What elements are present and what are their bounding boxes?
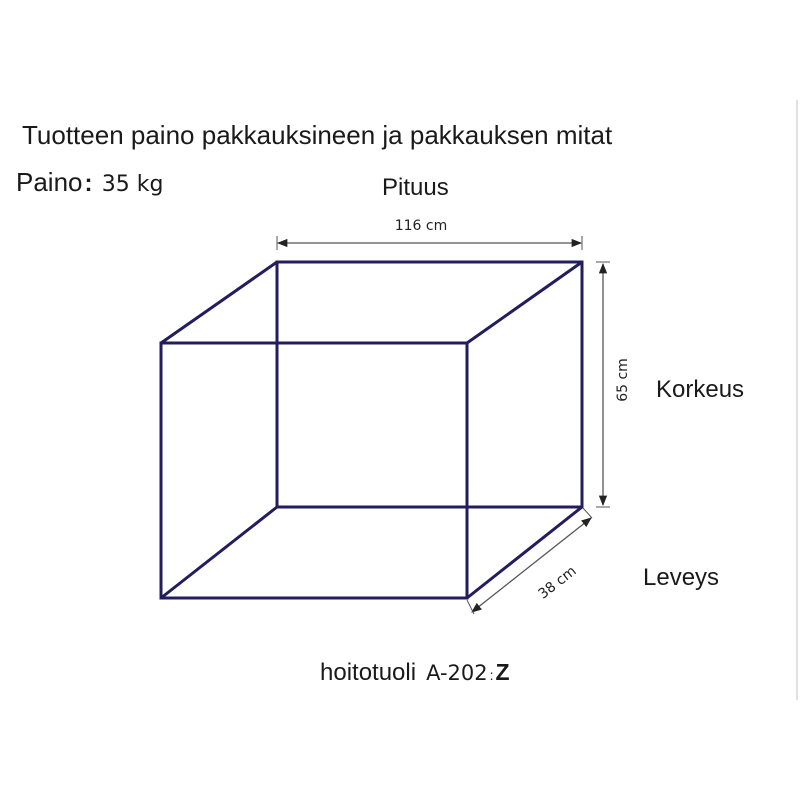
box-back-face xyxy=(277,262,582,507)
weight-separator: : xyxy=(84,170,93,197)
product-model: A-202 xyxy=(426,661,488,685)
width-value: 38 cm xyxy=(535,563,580,603)
box-front-face xyxy=(161,343,467,598)
weight-label: Paino xyxy=(16,167,83,197)
box-edge-top-left xyxy=(161,262,277,343)
box-edge-top-right xyxy=(467,262,582,343)
box-wireframe xyxy=(161,262,582,598)
box-edge-bottom-left xyxy=(161,507,277,598)
product-info xyxy=(320,659,510,687)
width-extension-front xyxy=(467,600,474,614)
height-label: Korkeus xyxy=(656,376,745,403)
length-value: 116 cm xyxy=(394,218,448,234)
length-label: Pituus xyxy=(382,174,449,201)
height-value: 65 cm xyxy=(615,358,631,402)
width-extension-back xyxy=(583,508,592,518)
weight-value: 35 kg xyxy=(101,172,164,197)
product-name: hoitotuoli xyxy=(320,659,417,686)
page-edge-divider xyxy=(796,100,798,700)
width-dimension-line xyxy=(472,518,591,612)
width-label: Leveys xyxy=(643,564,720,591)
product-separator: : xyxy=(489,667,494,683)
page-title: Tuotteen paino pakkauksineen ja pakkauksen mitat xyxy=(22,120,613,150)
product-variant: Z xyxy=(495,659,510,685)
